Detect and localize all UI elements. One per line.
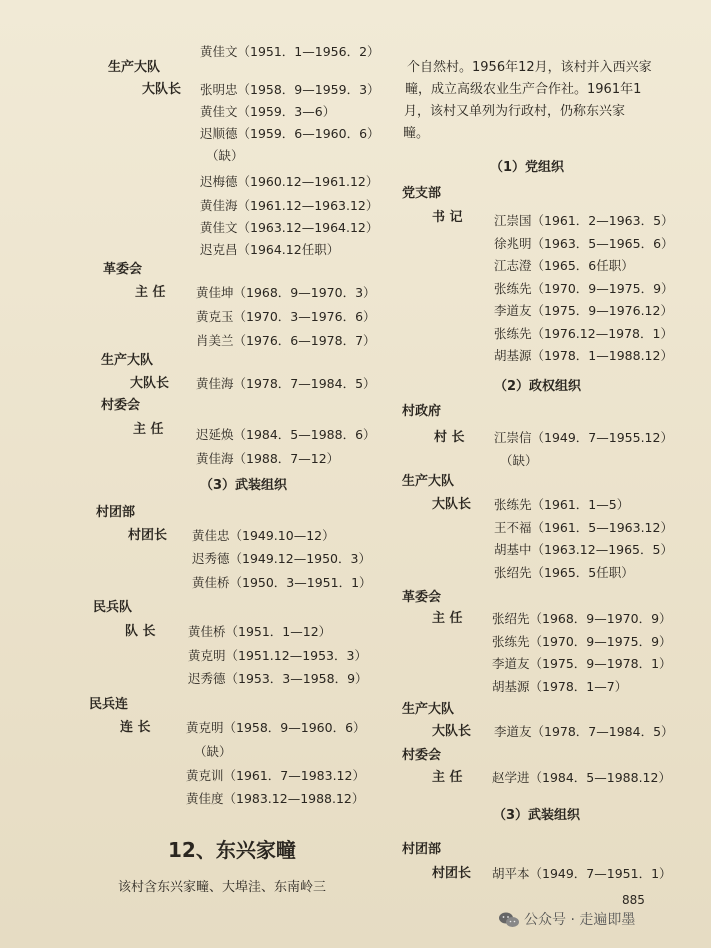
position-title: 主 任: [432, 611, 463, 626]
position-title: 主 任: [133, 422, 164, 437]
position-title: 村团长: [432, 866, 472, 881]
wechat-icon: [498, 911, 520, 929]
position-title: 主 任: [432, 770, 463, 785]
entry: 迟秀德（1949.12—1950．3）: [192, 551, 371, 566]
entry: 李道友（1975．9—1976.12）: [494, 303, 673, 318]
org-unit-label: 村政府: [402, 404, 442, 419]
entry: 黄佳忠（1949.10—12）: [192, 528, 335, 543]
entry: 黄佳海（1961.12—1963.12）: [200, 198, 379, 213]
entry: 李道友（1975．9—1978．1）: [492, 656, 672, 671]
entry: 黄佳文（1959．3—6）: [200, 104, 336, 119]
entry: 张练先（1961．1—5）: [494, 497, 630, 512]
entry: 迟梅德（1960.12—1961.12）: [200, 174, 379, 189]
org-unit-label: 村团部: [402, 842, 442, 857]
org-unit-label: 革委会: [103, 262, 143, 277]
entry: 迟克昌（1964.12任职）: [200, 242, 340, 257]
org-unit-label: 民兵队: [93, 600, 133, 615]
entry: 黄克明（1958．9—1960．6）: [186, 720, 366, 735]
intro-text: 月，该村又单列为行政村，仍称东兴家: [404, 104, 626, 119]
entry: 江崇国（1961．2—1963．5）: [494, 213, 674, 228]
entry: （缺）: [500, 453, 538, 468]
entry: 胡基源（1978．1—1988.12）: [494, 348, 673, 363]
entry: 胡基源（1978．1—7）: [492, 679, 628, 694]
org-unit-label: 党支部: [402, 186, 442, 201]
entry: 黄佳度（1983.12—1988.12）: [186, 791, 365, 806]
watermark-text: 公众号 · 走遍即墨: [524, 912, 636, 928]
entry: 黄佳坤（1968．9—1970．3）: [196, 285, 376, 300]
position-title: 主 任: [135, 285, 166, 300]
entry: 黄克训（1961．7—1983.12）: [186, 768, 365, 783]
position-title: 村 长: [434, 430, 465, 445]
entry: （缺）: [194, 744, 232, 759]
position-title: 村团长: [128, 528, 168, 543]
entry: 李道友（1978．7—1984．5）: [494, 724, 674, 739]
position-title: 大队长: [142, 82, 182, 97]
entry: 迟顺德（1959．6—1960．6）: [200, 126, 380, 141]
entry: 黄佳海（1978．7—1984．5）: [196, 376, 376, 391]
entry: 黄佳桥（1950．3—1951．1）: [192, 575, 372, 590]
org-unit-label: 生产大队: [402, 702, 455, 717]
entry: 张绍先（1968．9—1970．9）: [492, 611, 672, 626]
org-unit-label: 生产大队: [402, 474, 455, 489]
entry: 张练先（1976.12—1978．1）: [494, 326, 673, 341]
intro-text: 个自然村。1956年12月，该村并入西兴家: [407, 60, 652, 75]
entry: 胡基中（1963.12—1965．5）: [494, 542, 673, 557]
section-heading: （3）武装组织: [493, 808, 581, 823]
position-title: 大队长: [130, 376, 170, 391]
org-unit-label: 村委会: [101, 398, 141, 413]
entry: 张练先（1970．9—1975．9）: [494, 281, 674, 296]
entry: 张绍先（1965．5任职）: [494, 565, 634, 580]
position-title: 大队长: [432, 497, 472, 512]
intro-text: 疃。: [403, 126, 430, 141]
entry: 王不福（1961．5—1963.12）: [494, 520, 673, 535]
intro-text: 疃，成立高级农业生产合作社。1961年1: [405, 82, 642, 97]
entry: 黄克明（1951.12—1953．3）: [188, 648, 367, 663]
entry: 肖美兰（1976．6—1978．7）: [196, 333, 376, 348]
entry: 胡平本（1949．7—1951．1）: [492, 866, 672, 881]
org-unit-label: 民兵连: [89, 697, 129, 712]
entry: 徐兆明（1963．5—1965．6）: [494, 236, 674, 251]
org-unit-label: 村团部: [96, 505, 136, 520]
entry: 黄佳文（1963.12—1964.12）: [200, 220, 379, 235]
entry: 江志澄（1965．6任职）: [494, 258, 634, 273]
entry: 江崇信（1949．7—1955.12）: [494, 430, 673, 445]
intro-text: 该村含东兴家疃、大埠洼、东南岭三: [118, 880, 327, 895]
entry: 黄佳海（1988．7—12）: [196, 451, 340, 466]
position-title: 连 长: [120, 720, 151, 735]
entry: 黄佳文（1951．1—1956．2）: [200, 44, 380, 59]
entry: 黄佳桥（1951．1—12）: [188, 624, 332, 639]
org-unit-label: 革委会: [402, 590, 442, 605]
org-unit-label: 生产大队: [101, 353, 154, 368]
org-unit-label: 村委会: [402, 748, 442, 763]
section-heading: （1）党组织: [490, 160, 565, 175]
entry: （缺）: [206, 148, 244, 163]
section-heading: （3）武装组织: [200, 478, 288, 493]
entry: 迟延焕（1984．5—1988．6）: [196, 427, 376, 442]
entry: 张明忠（1958．9—1959．3）: [200, 82, 380, 97]
entry: 迟秀德（1953．3—1958．9）: [188, 671, 368, 686]
entry: 黄克玉（1970．3—1976．6）: [196, 309, 376, 324]
entry: 赵学进（1984．5—1988.12）: [492, 770, 671, 785]
page-number: 885: [622, 893, 645, 907]
entry: 张练先（1970．9—1975．9）: [492, 634, 672, 649]
position-title: 书 记: [432, 210, 463, 225]
position-title: 大队长: [432, 724, 472, 739]
org-unit-label: 生产大队: [108, 60, 161, 75]
village-title: 12、东兴家疃: [168, 838, 296, 862]
position-title: 队 长: [125, 624, 156, 639]
section-heading: （2）政权组织: [494, 379, 582, 394]
